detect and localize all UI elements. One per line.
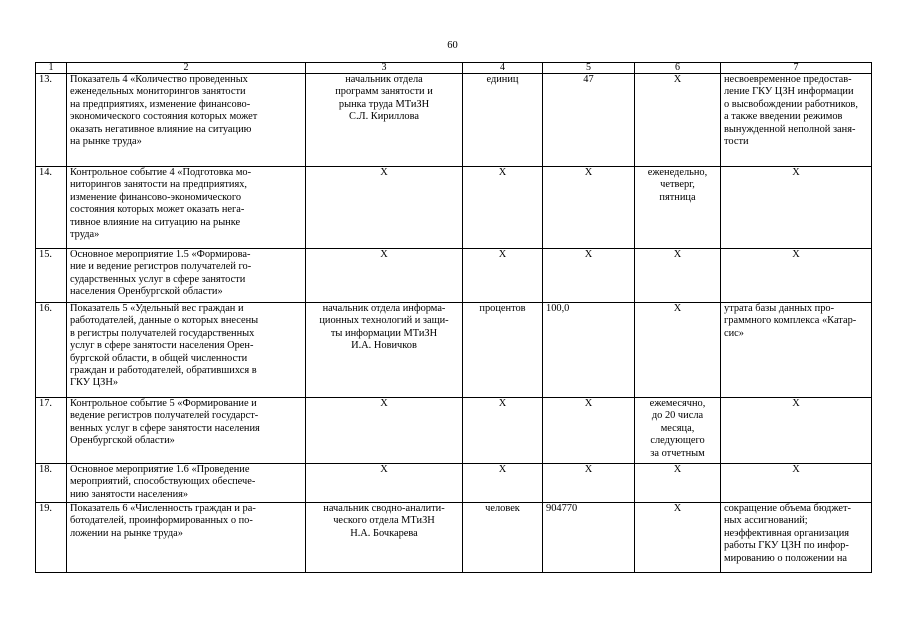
column-number-row — [36, 63, 872, 74]
row-value: 904770 — [543, 503, 635, 573]
row-unit: Х — [463, 167, 543, 249]
row-unit: процентов — [463, 303, 543, 398]
row-unit: Х — [463, 249, 543, 303]
row-name: Показатель 4 «Количество проведенных еженедельных мониторингов занятости на предприятиях, изменение финансово- экономического состояния которых может оказать негативное влияние на ситуацию на рынке труда» — [67, 74, 306, 167]
row-responsible: Х — [306, 249, 463, 303]
row-responsible: начальник отдела информа- ционных технологий и защи- ты информации МТиЗН И.А. Новичков — [306, 303, 463, 398]
row-period: Х — [635, 503, 721, 573]
row-name: Показатель 6 «Численность граждан и ра- ботодателей, проинформированных о по- ложении на рынке труда» — [67, 503, 306, 573]
row-risk: утрата базы данных про- граммного комплекса «Катар- сис» — [721, 303, 872, 398]
row-name: Контрольное событие 5 «Формирование и ведение регистров получателей государст- венных услуг в сфере занятости населения Оренбургской области» — [67, 398, 306, 464]
row-period: Х — [635, 464, 721, 503]
table-row — [36, 249, 872, 303]
table-row — [36, 503, 872, 573]
column-header: 1 — [36, 63, 67, 74]
row-risk: Х — [721, 398, 872, 464]
row-responsible: Х — [306, 398, 463, 464]
table-row — [36, 167, 872, 249]
row-number: 16. — [36, 303, 67, 398]
row-period: Х — [635, 74, 721, 167]
row-name: Показатель 5 «Удельный вес граждан и работодателей, данные о которых внесены в регистры получателей государственных услуг в сфере занятости населения Орен- бургской области, в общей численности граждан и работодателей, обратившихся в ГКУ ЦЗН» — [67, 303, 306, 398]
row-responsible: начальник сводно-аналити- ческого отдела МТиЗН Н.А. Бочкарева — [306, 503, 463, 573]
table-row — [36, 464, 872, 503]
table-row — [36, 398, 872, 464]
row-risk: Х — [721, 249, 872, 303]
row-value: 47 — [543, 74, 635, 167]
row-number: 17. — [36, 398, 67, 464]
row-number: 15. — [36, 249, 67, 303]
column-header: 7 — [721, 63, 872, 74]
column-header: 6 — [635, 63, 721, 74]
table-row — [36, 303, 872, 398]
row-value: 100,0 — [543, 303, 635, 398]
table-row — [36, 74, 872, 167]
row-risk: несвоевременное предостав- ление ГКУ ЦЗН информации о высвобождении работников, а также введении режимов вынужденной неполной заня- тости — [721, 74, 872, 167]
row-number: 13. — [36, 74, 67, 167]
row-risk: Х — [721, 464, 872, 503]
row-unit: единиц — [463, 74, 543, 167]
row-responsible: Х — [306, 167, 463, 249]
column-header: 5 — [543, 63, 635, 74]
page-number: 60 — [447, 40, 458, 51]
row-responsible: начальник отдела программ занятости и рынка труда МТиЗН С.Л. Кириллова — [306, 74, 463, 167]
row-unit: человек — [463, 503, 543, 573]
row-value: Х — [543, 167, 635, 249]
row-number: 14. — [36, 167, 67, 249]
row-value: Х — [543, 398, 635, 464]
row-value: Х — [543, 464, 635, 503]
column-header: 2 — [67, 63, 306, 74]
row-name: Контрольное событие 4 «Подготовка мо- ниторингов занятости на предприятиях, изменение финансово-экономического состояния которых может оказать нега- тивное влияние на ситуацию на рынке труда» — [67, 167, 306, 249]
row-number: 19. — [36, 503, 67, 573]
row-unit: Х — [463, 398, 543, 464]
row-responsible: Х — [306, 464, 463, 503]
column-header: 3 — [306, 63, 463, 74]
row-unit: Х — [463, 464, 543, 503]
row-risk: сокращение объема бюджет- ных ассигнований; неэффективная организация работы ГКУ ЦЗН по инфор- мированию о положении на — [721, 503, 872, 573]
row-number: 18. — [36, 464, 67, 503]
row-period: Х — [635, 303, 721, 398]
row-period: еженедельно, четверг, пятница — [635, 167, 721, 249]
row-risk: Х — [721, 167, 872, 249]
column-header: 4 — [463, 63, 543, 74]
row-period: Х — [635, 249, 721, 303]
plan-table — [35, 62, 872, 573]
row-name: Основное мероприятие 1.6 «Проведение мероприятий, способствующих обеспече- нию занятости населения» — [67, 464, 306, 503]
row-period: ежемесячно, до 20 числа месяца, следующего за отчетным — [635, 398, 721, 464]
row-value: Х — [543, 249, 635, 303]
row-name: Основное мероприятие 1.5 «Формирова- ние и ведение регистров получателей го- сударственных услуг в сфере занятости населения Оренбургской области» — [67, 249, 306, 303]
